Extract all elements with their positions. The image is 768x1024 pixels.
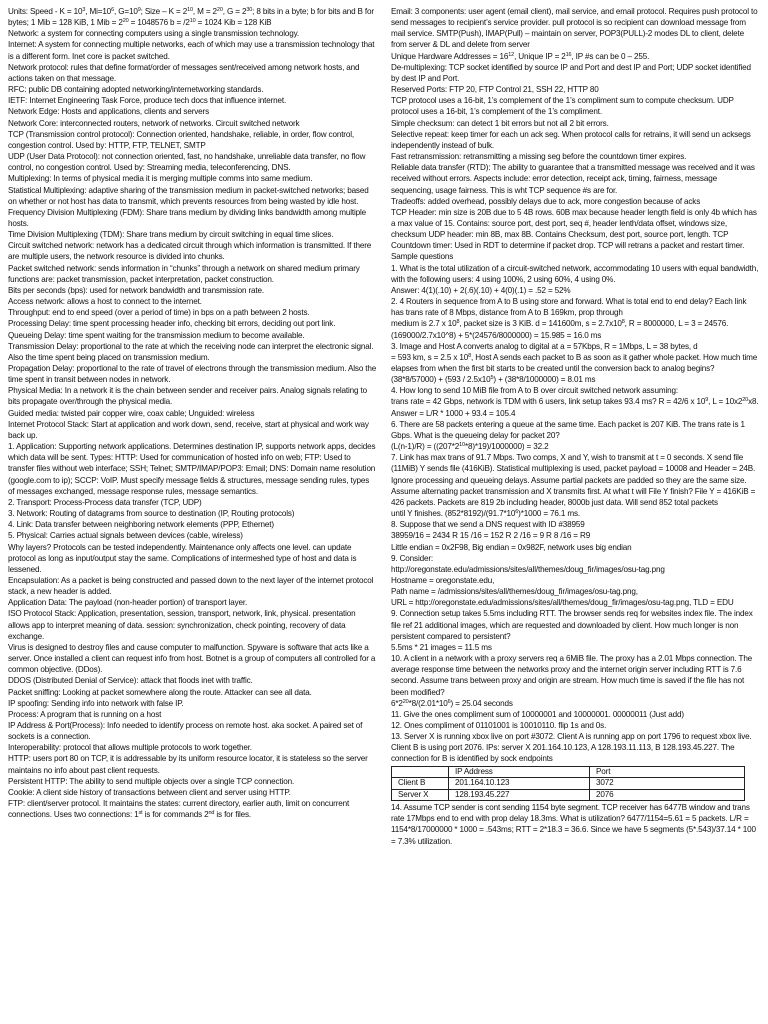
note-paragraph: Fast retransmission: retransmitting a missing seg before the countdown timer expires. bbox=[391, 152, 687, 162]
note-paragraph: 38959/16 = 2434 R 15 /16 = 152 R 2 /16 = 9 R 8 /16 = R9 bbox=[391, 531, 591, 541]
superscript: 10 bbox=[189, 18, 196, 25]
note-paragraph: RFC: public DB containing adopted networking/internetworking standards. bbox=[8, 85, 264, 95]
note-paragraph: Network Edge: Hosts and applications, clients and servers bbox=[8, 107, 209, 117]
note-paragraph: 9. Consider: bbox=[391, 553, 434, 563]
note-paragraph bbox=[391, 51, 760, 62]
note-paragraph bbox=[391, 318, 760, 340]
superscript: 12 bbox=[508, 51, 515, 58]
row-label-cell: Client B bbox=[392, 778, 449, 790]
superscript: 3 bbox=[82, 7, 86, 13]
note-text: ) = 25.04 seconds bbox=[450, 698, 513, 708]
superscript: 9 bbox=[137, 7, 141, 13]
note-paragraph: 6. There are 58 packets entering a queue at the same time. Each packet is 207 KiB. The trans rate is 1 Gbps. What is the queueing delay for packet 20? bbox=[391, 419, 745, 440]
note-paragraph: Cookie: A client side history of transactions between client and server using HTTP. bbox=[8, 787, 291, 797]
note-paragraph: TCP Header: min size is 20B due to 5 4B rows. 60B max because header length field is only 4b which has a max value of 15. Contains: source port, dest port, seq #, header lenth/data offset, windows size, checksum UDP header: min 8B, max 8B. Contains Checksum, dest port, source port, length. TCP Countdown timer: Used in RDT to determine if packet drop. TCP will retrans a packet and restart timer. bbox=[391, 207, 757, 251]
note-text: )*1000 = 76.1 ms. bbox=[518, 509, 580, 519]
note-paragraph: 5. Physical: Carries actual signals between devices (cable, wireless) bbox=[8, 531, 243, 541]
note-paragraph: Internet: A system for connecting multiple networks, each of which may use a transmission technology that is a different form. Inet core is packet switched. bbox=[8, 40, 375, 61]
note-paragraph: Tradeoffs: added overhead, possibly delays due to ack, more congestion because of acks bbox=[391, 196, 701, 206]
note-paragraph: Statistical Multiplexing: adaptive sharing of the transmission medium in packet-switched networks; based on whether or not host has data to transmit, which prevents resources from being wasted by idle host. bbox=[8, 185, 369, 206]
superscript: 8 bbox=[468, 352, 472, 359]
note-paragraph bbox=[391, 352, 760, 385]
note-text: Units: Speed - K = 10 bbox=[8, 7, 83, 16]
note-text: , G=10 bbox=[113, 7, 138, 16]
superscript: 10 bbox=[187, 7, 193, 13]
note-paragraph: Interoperability: protocol that allows multiple protocols to work together. bbox=[8, 743, 252, 753]
table-header-row bbox=[392, 766, 745, 778]
note-paragraph: Sample questions bbox=[391, 252, 454, 262]
note-paragraph: IP spoofing: Sending info into network with false IP. bbox=[8, 698, 184, 708]
note-text: , Host A sends each packet to B as soon as it gather whole packet. How much time elapses from when the first bit starts to be created until the conversion back to analog begins? (38*8/57000) + (593 / 2.5x10 bbox=[391, 352, 758, 385]
note-text: , Unique IP = 2 bbox=[514, 51, 566, 61]
note-text: , M = 2 bbox=[192, 7, 217, 16]
note-paragraph: http://oregonstate.edu/admissions/sites/all/themes/doug_fir/images/osu-tag.png bbox=[391, 564, 665, 574]
note-paragraph: HTTP: users port 80 on TCP, it is addressable by its uniform resource locator, it is stateless so the server maintains no info about past client requests. bbox=[8, 754, 368, 775]
note-paragraph: Little endian = 0x2F98, Big endian = 0x982F, network uses big endian bbox=[391, 542, 632, 552]
note-text: , L = 10x2 bbox=[708, 397, 743, 407]
note-paragraph: 7. Link has max trans of 91.7 Mbps. Two comps, X and Y, wish to transmit at t = 0 seconds. X send file (11MiB) Y sends file (416KiB). Statistical multiplexing is used, packet payload = 10008 and Header = 24B. Ignore processing and queueing delays. Assume partial packets are padded so they are the same size. Assume alternating packet transmission and X transmits first. At what t will File Y finish? File Y = 416KiB = 426 packets. Packets are 819 2b including header, 8000b just data. Will send 852 total packets bbox=[391, 453, 756, 507]
note-paragraph: ISO Protocol Stack: Application, presentation, session, transport, network, link, physical. presentation allows app to interpret meaning of data. session: synchronization, check pointing, recovery of data exchange. bbox=[8, 609, 356, 641]
note-text: , Mi=10 bbox=[85, 7, 112, 16]
note-paragraph: Why layers? Protocols can be tested independently. Maintenance only affects one level. can update protocol as long as input/output stay the same. Complications of intermeshed type of host and data is lessened. bbox=[8, 542, 357, 574]
table-row bbox=[392, 778, 745, 790]
note-paragraph: 11. Give the ones compliment sum of 10000001 and 10000001. 00000011 (Just add) bbox=[391, 709, 684, 719]
note-text: , packet size is 3 KiB. d = 141600m, s = 2.7x10 bbox=[459, 319, 622, 329]
note-paragraph: Simple checksum: can detect 1 bit errors but not all 2 bit errors. bbox=[391, 118, 609, 128]
note-paragraph: Multiplexing: In terms of physical media it is merging multiple comms into same medium. bbox=[8, 174, 313, 184]
note-text: = 1048576 b = /2 bbox=[128, 18, 190, 28]
superscript: 8 bbox=[621, 319, 625, 326]
note-text: , IP #s can be 0 – 255. bbox=[571, 51, 650, 61]
left-column bbox=[8, 6, 377, 1020]
note-paragraph: 14. Assume TCP sender is cont sending 1154 byte segment. TCP receiver has 6477B window and trans rate 17Mbps end to end with prop delay 18.3ms. What is utilization? 6477/1154=5.61 = 5 packets. L/R = 1154*8/17000000 * 1000 = .543ms; RTT = 2*18.3 = 36.6. Since we have 5 segments (5*.543)/37.14 * 100 = 7.3% utilization. bbox=[391, 803, 756, 846]
note-paragraph bbox=[391, 396, 760, 418]
table-row bbox=[392, 789, 745, 801]
note-paragraph: Path name = /admissions/sites/all/themes/doug_fir/images/osu-tag.png, bbox=[391, 587, 638, 597]
note-text: ; 8 bits in a byte; b for bits and B for bytes; 1 Mib = 128 KiB, 1 Mib = 2 bbox=[8, 7, 374, 28]
superscript: 6 bbox=[515, 509, 519, 516]
note-text: = 593 km, s = 2.5 x 10 bbox=[391, 352, 469, 362]
note-paragraph: 10. A client in a network with a proxy servers req a 6MiB file. The proxy has a 2.01 Mbps connection. The average response time between the networks proxy and the internet origin server including RTT is 7.6 second. Assume trans between proxy and origin are stream. How much time is saved if the file has not been modified? bbox=[391, 654, 753, 697]
note-paragraph: 9. Connection setup takes 5.5ms including RTT. The browser sends req for websites index file. The index file ref 21 additional images, which are requested and downloaded by client. How much longer is non persistent compared to persistent? bbox=[391, 609, 753, 641]
superscript: 6 bbox=[447, 698, 451, 705]
note-text: ; Size – K = 2 bbox=[140, 7, 188, 16]
note-text: = 1024 Kib = 128 KiB bbox=[195, 18, 272, 28]
note-text: until Y finishes. (852*8192)/(91.7*10 bbox=[391, 509, 516, 519]
note-paragraph: 13. Server X is running xbox live on port #3072. Client A is running app on port 1796 to request xbox live. Client B is using port 2076. IPs: server X 201.164.10.123, A 128.193.11.113, B 128.193.45.227. The connection for B is identified by sock endpoints bbox=[391, 732, 752, 764]
note-paragraph: Persistent HTTP: The ability to send multiple objects over a single TCP connection. bbox=[8, 776, 295, 786]
note-paragraph: Internet Protocol Stack: Start at application and work down, send, receive, start at physical and work way back up. bbox=[8, 419, 369, 440]
note-paragraph: Process: A program that is running on a host bbox=[8, 709, 162, 719]
note-paragraph: DDOS (Distributed Denial of Service): attack that floods inet with traffic. bbox=[8, 676, 253, 686]
note-paragraph: 8. Suppose that we send a DNS request with ID #38959 bbox=[391, 520, 585, 530]
superscript: 20 bbox=[742, 397, 749, 404]
note-paragraph: 1. Application: Supporting network applications. Determines destination IP, supports network apps, decides which data will be sent. Types: HTTP: Used for communication of hosted info on web; FTP: Used to transfer files without web interface; SSH; Telnet; SMTP/IMAP/POP3: Email; DNS: Domain name resolution (google.com to ip); SCCP: VoIP. Must specify message fields & structures, message sending rules, types of messages exchanged, message response rules, message semantics. bbox=[8, 442, 376, 496]
table-header-cell: IP Address bbox=[449, 766, 590, 778]
note-paragraph: Selective repeat: keep timer for each un ack seg. When protocol calls for retrains, it will send un acksegs independently instead of bulk. bbox=[391, 129, 751, 150]
superscript: 9 bbox=[705, 397, 709, 404]
note-paragraph bbox=[391, 698, 760, 709]
note-paragraph: Network: a system for connecting computers using a single transmission technology. bbox=[8, 29, 300, 39]
note-paragraph: UDP (User Data Protocol): not connection oriented, fast, no handshake, unreliable data transfer, no flow control, no congestion control. Used by: Streaming media, teleconferencing, DNS. bbox=[8, 152, 366, 173]
note-paragraph: 12. Ones compliment of 01101001 is 10010110. flip 1s and 0s. bbox=[391, 721, 607, 730]
superscript: 6 bbox=[111, 7, 114, 13]
note-paragraph: Physical Media: In a network it is the chain between sender and receiver pairs. Analog signals relating to bits propagate over/through the physical media. bbox=[8, 386, 367, 407]
note-text: (L(n-1)/R) = ((207*2 bbox=[391, 442, 460, 452]
note-paragraph: Queueing Delay: time spent waiting for the transmission medium to become available. bbox=[8, 330, 305, 340]
superscript: 30 bbox=[246, 7, 253, 13]
superscript: 20 bbox=[216, 7, 223, 13]
note-paragraph: Application Data: The payload (non-header portion) of transport layer. bbox=[8, 598, 248, 608]
note-text: 6*2 bbox=[391, 698, 403, 708]
superscript: 5 bbox=[490, 375, 494, 382]
table-cell: 2076 bbox=[590, 789, 745, 801]
superscript: nd bbox=[208, 810, 215, 817]
superscript: st bbox=[138, 810, 143, 817]
note-text: x8. Answer = L/R * 1000 + 93.4 = 105.4 bbox=[391, 397, 759, 418]
note-paragraph: Guided media: twisted pair copper wire, coax cable; Unguided: wireless bbox=[8, 408, 255, 418]
note-paragraph: 4. How long to send 10 MiB file from A to B over circuit switched network assuming: bbox=[391, 386, 678, 396]
note-paragraph: Reserved Ports: FTP 20, FTP Control 21, SSH 22, HTTP 80 bbox=[391, 85, 599, 95]
note-paragraph: 1. What is the total utilization of a circuit-switched network, accommodating 10 users with equal bandwidth, with the following users: 4 using 100%, 2 using 60%, 4 using 0%. bbox=[391, 263, 759, 284]
note-paragraph: Email: 3 components: user agent (email client), mail service, and email protocol. Requires push protocol to send messages to recipient’s service provider. pull protocol is so recipient can download message from mail service. SMTP(Push), IMAP(Pull) – maintain on server, POP3(PULL)-2 modes DL to client, delete from server & DL and delete from server bbox=[391, 7, 758, 50]
note-text: , G = 2 bbox=[222, 7, 247, 16]
note-text: Unique Hardware Addresses = 16 bbox=[391, 51, 509, 61]
note-paragraph: 2. 4 Routers in sequence from A to B using store and forward. What is total end to end delay? Each link has trans rate of 8 Mbps, distance from A to B 169km, prop through bbox=[391, 297, 747, 318]
note-paragraph bbox=[8, 6, 377, 28]
note-paragraph: Time Division Multiplexing (TDM): Share trans medium by circuit switching in equal time slices. bbox=[8, 230, 334, 240]
table-cell: 201.164.10.123 bbox=[449, 778, 590, 790]
note-paragraph: 5.5ms * 21 images = 11.5 ms bbox=[391, 642, 492, 652]
note-paragraph: 4. Link: Data transfer between neighboring network elements (PPP, Ethernet) bbox=[8, 520, 274, 530]
note-text: is for files. bbox=[214, 810, 252, 820]
note-paragraph: 3. Image and Host A converts analog to digital at a = 57Kbps, R = 1Mbps, L = 38 bytes, d bbox=[391, 341, 698, 351]
note-paragraph: De-multiplexing: TCP socket identified by source IP and Port and dest IP and Port; UDP socket identified by dest IP and Port. bbox=[391, 62, 751, 83]
note-paragraph: Bits per seconds (bps): used for network bandwidth and transmission rate. bbox=[8, 285, 264, 295]
note-paragraph: IP Address & Port(Process): Info needed to identify process on remote host. aka socket. A paired set of sockets is a connection. bbox=[8, 721, 363, 742]
note-paragraph: TCP protocol uses a 16-bit, 1’s complement of the 1’s compliment sum to compute checksum. UDP protocol uses a 16-bit, 1’s complement of the 1’s compliment. bbox=[391, 96, 734, 117]
note-paragraph: Network Core: interconnected routers, network of networks. Circuit switched network bbox=[8, 118, 300, 128]
right-column bbox=[391, 6, 760, 1020]
superscript: 20 bbox=[402, 698, 409, 705]
note-text: is for commands 2 bbox=[142, 810, 209, 820]
note-text: trans rate = 42 Gbps, network is TDM with 6 users, link setup takes 93.4 ms? R = 42/6 x 10 bbox=[391, 397, 706, 407]
note-paragraph bbox=[391, 508, 760, 519]
socket-endpoint-table bbox=[391, 766, 745, 802]
row-label-cell: Server X bbox=[392, 789, 449, 801]
note-paragraph: Transmission Delay: proportional to the rate at which the receiving node can interpret the electronic signal. Also the time spent being placed on transmission medium. bbox=[8, 341, 374, 362]
note-paragraph: Hostname = oregonstate.edu, bbox=[391, 575, 495, 585]
note-paragraph: Packet switched network: sends information in “chunks” through a network on shared medium primary functions are: packet transmission, packet interpretation, packet construction. bbox=[8, 263, 360, 284]
superscript: 16 bbox=[565, 51, 572, 58]
note-paragraph bbox=[8, 798, 377, 820]
table-cell: 128.193.45.227 bbox=[449, 789, 590, 801]
note-text: *8/(2.01*10 bbox=[408, 698, 448, 708]
table-header-cell: Port bbox=[590, 766, 745, 778]
note-text: FTP: client/server protocol. It maintains the states: current directory, earlier auth, limit on concurrent connections. Uses two connections: 1 bbox=[8, 799, 350, 820]
note-paragraph: Reliable data transfer (RTD): The ability to guarantee that a transmitted message was received and it was received without errors. Aspects include: error detection, receipt ack, timing, fairness, message sequencing, usage fairness. This is wht TCP sequence #s are for. bbox=[391, 163, 755, 195]
note-paragraph: IETF: Internet Engineering Task Force, produce tech docs that influence internet. bbox=[8, 96, 287, 106]
note-paragraph: Encapsulation: As a packet is being constructed and passed down to the next layer of the internet protocol stack, a new header is added. bbox=[8, 575, 374, 597]
note-paragraph: 3. Network: Routing of datagrams from source to destination (IP, Routing protocols) bbox=[8, 509, 295, 519]
note-paragraph: Access network: allows a host to connect to the internet. bbox=[8, 297, 202, 307]
note-paragraph bbox=[391, 441, 760, 452]
table-header-cell bbox=[392, 766, 449, 778]
note-paragraph: Answer: 4(1)(.10) + 2(.6)(.10) + 4(0)(.1) = .52 = 52% bbox=[391, 285, 571, 295]
note-paragraph: Propagation Delay: proportional to the rate of travel of electrons through the transmission medium. Also the time spent in transit between nodes in network. bbox=[8, 364, 377, 385]
table-cell: 3072 bbox=[590, 778, 745, 790]
note-paragraph: Virus is designed to destroy files and cause computer to malfunction. Spyware is software that acts like a server. Once installed a client can request info from host. Botnet is a group of computers all controlled for a common objective. (DDos). bbox=[8, 642, 376, 675]
superscript: 20 bbox=[122, 18, 129, 25]
superscript: 10 bbox=[459, 442, 465, 449]
note-paragraph: Processing Delay: time spent processing header info, checking bit errors, deciding out port link. bbox=[8, 319, 336, 329]
note-text: *8)*19)/1000000) = 32.2 bbox=[464, 442, 549, 452]
superscript: 8 bbox=[456, 319, 460, 326]
note-paragraph: Network protocol: rules that define format/order of messages sent/received among network hosts, and actions taken on that message. bbox=[8, 62, 360, 83]
note-paragraph: URL = http://oregonstate.edu/admissions/sites/all/themes/doug_fir/images/osu-tag.png, TLD = EDU bbox=[391, 598, 734, 608]
note-text: medium is 2.7 x 10 bbox=[391, 319, 457, 329]
note-paragraph: Throughput: end to end speed (over a period of time) in bps on a path between 2 hosts. bbox=[8, 308, 310, 318]
note-text: ) + (38*8/1000000) = 8.01 ms bbox=[493, 375, 596, 385]
note-paragraph: TCP (Transmission control protocol): Connection oriented, handshake, reliable, in order, flow control, congestion control. Used by: HTTP, FTP, TELNET, SMTP bbox=[8, 129, 354, 150]
note-paragraph: Packet sniffing: Looking at packet somewhere along the route. Attacker can see all data. bbox=[8, 687, 312, 697]
note-paragraph: Circuit switched network: network has a dedicated circuit through which information is transmitted. If there are multiple users, the network resource is divided into chunks. bbox=[8, 241, 372, 262]
note-text: , R = 8000000, L = 3 = 24576. (169000/2.7x10^8) + 5*(24576/8000000) = 15.985 = 16.0 ms bbox=[391, 319, 729, 340]
note-paragraph: 2. Transport: Process-Process data transfer (TCP, UDP) bbox=[8, 497, 202, 507]
note-paragraph: Frequency Division Multiplexing (FDM): Share trans medium by dividing links bandwidth among multiple hosts. bbox=[8, 207, 367, 228]
